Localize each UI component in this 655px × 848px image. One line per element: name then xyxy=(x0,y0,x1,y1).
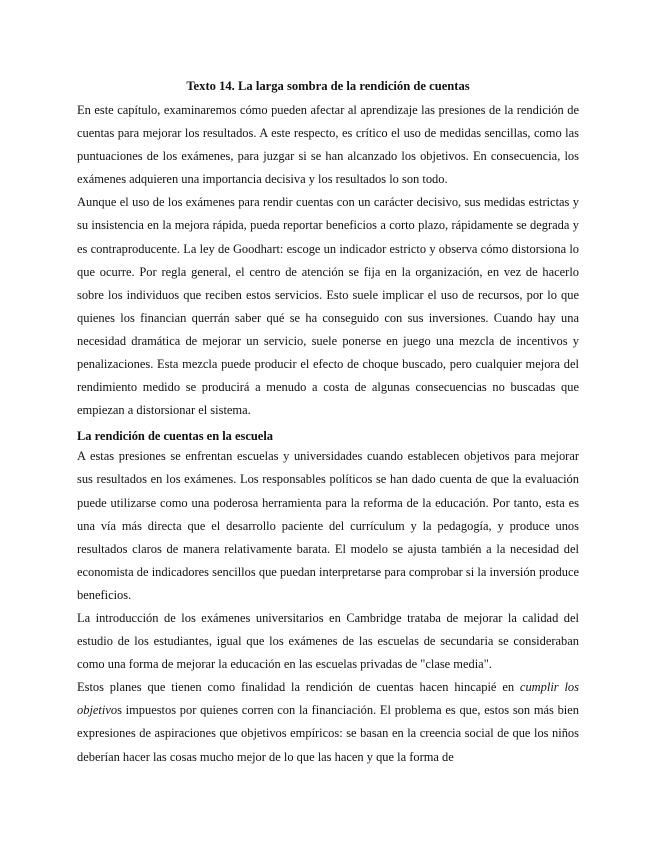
paragraph-intro: En este capítulo, examinaremos cómo pueden afectar al aprendizaje las presiones de la rendición de cuentas para mejorar los resultados. A este respecto, es crítico el uso de medidas sencillas, como las puntuaciones de los exámenes, para juzgar si se han alcanzado los objetivos. En consecuencia, los exámenes adquieren una importancia decisiva y los resultados lo son todo. xyxy=(77,103,579,187)
paragraph-schools: A estas presiones se enfrentan escuelas y universidades cuando establecen objetivos para mejorar sus resultados en los exámenes. Los responsables políticos se han dado cuenta de que la evaluación puede utilizarse como una poderosa herramienta para la reforma de la educación. Por tanto, esta es una vía más directa que el desarrollo paciente del currículum y la pedagogía, y produce unos resultados claros de manera relativamente barata. El modelo se ajusta también a la necesidad del economista de indicadores sencillos que puedan interpretarse para comprobar si la inversión produce beneficios. xyxy=(77,449,579,602)
paragraph-text-start: Estos planes que tienen como finalidad la rendición de cuentas hacen hincapié en xyxy=(77,680,520,695)
section-heading: La rendición de cuentas en la escuela xyxy=(77,429,274,444)
paragraph-goodhart: Aunque el uso de los exámenes para rendir cuentas con un carácter decisivo, sus medidas estrictas y su insistencia en la mejora rápida, pueda reportar beneficios a corto plazo, rápidamente se degrada y es contraproducente. La ley de Goodhart: escoge un indicador estricto y observa cómo distorsiona lo que ocurre. Por regla general, el centro de atención se fija en la organización, en vez de hacerlo sobre los individuos que reciben estos servicios. Esto suele implicar el uso de recursos, por lo que quienes los financian querrán saber qué se ha conseguido con sus inversiones. Cuando hay una necesidad dramática de mejorar un servicio, suele ponerse en juego una mezcla de incentivos y penalizaciones. Esta mezcla puede producir el efecto de choque buscado, pero cualquier mejora del rendimiento medido se producirá a menudo a costa de algunas consecuencias no buscadas que empiezan a distorsionar el sistema. xyxy=(77,195,579,418)
paragraph-accountability-plans xyxy=(77,676,579,768)
italic-phrase: cumplir los objetivo xyxy=(77,680,579,718)
document-title: Texto 14. La larga sombra de la rendición de cuentas xyxy=(186,79,470,93)
paragraph-text-rest: s impuestos por quienes corren con la financiación. El problema es que, estos son más bien expresiones de aspiraciones que objetivos empíricos: se basan en la creencia social de que los niños deberían hacer las cosas mucho mejor de lo que las hacen y que la forma de xyxy=(77,703,579,764)
paragraph-cambridge: La introducción de los exámenes universitarios en Cambridge trataba de mejorar la calidad del estudio de los estudiantes, igual que los exámenes de las escuelas de secundaria se consideraban como una forma de mejorar la educación en las escuelas privadas de "clase media". xyxy=(77,610,579,672)
document-page xyxy=(77,77,579,769)
